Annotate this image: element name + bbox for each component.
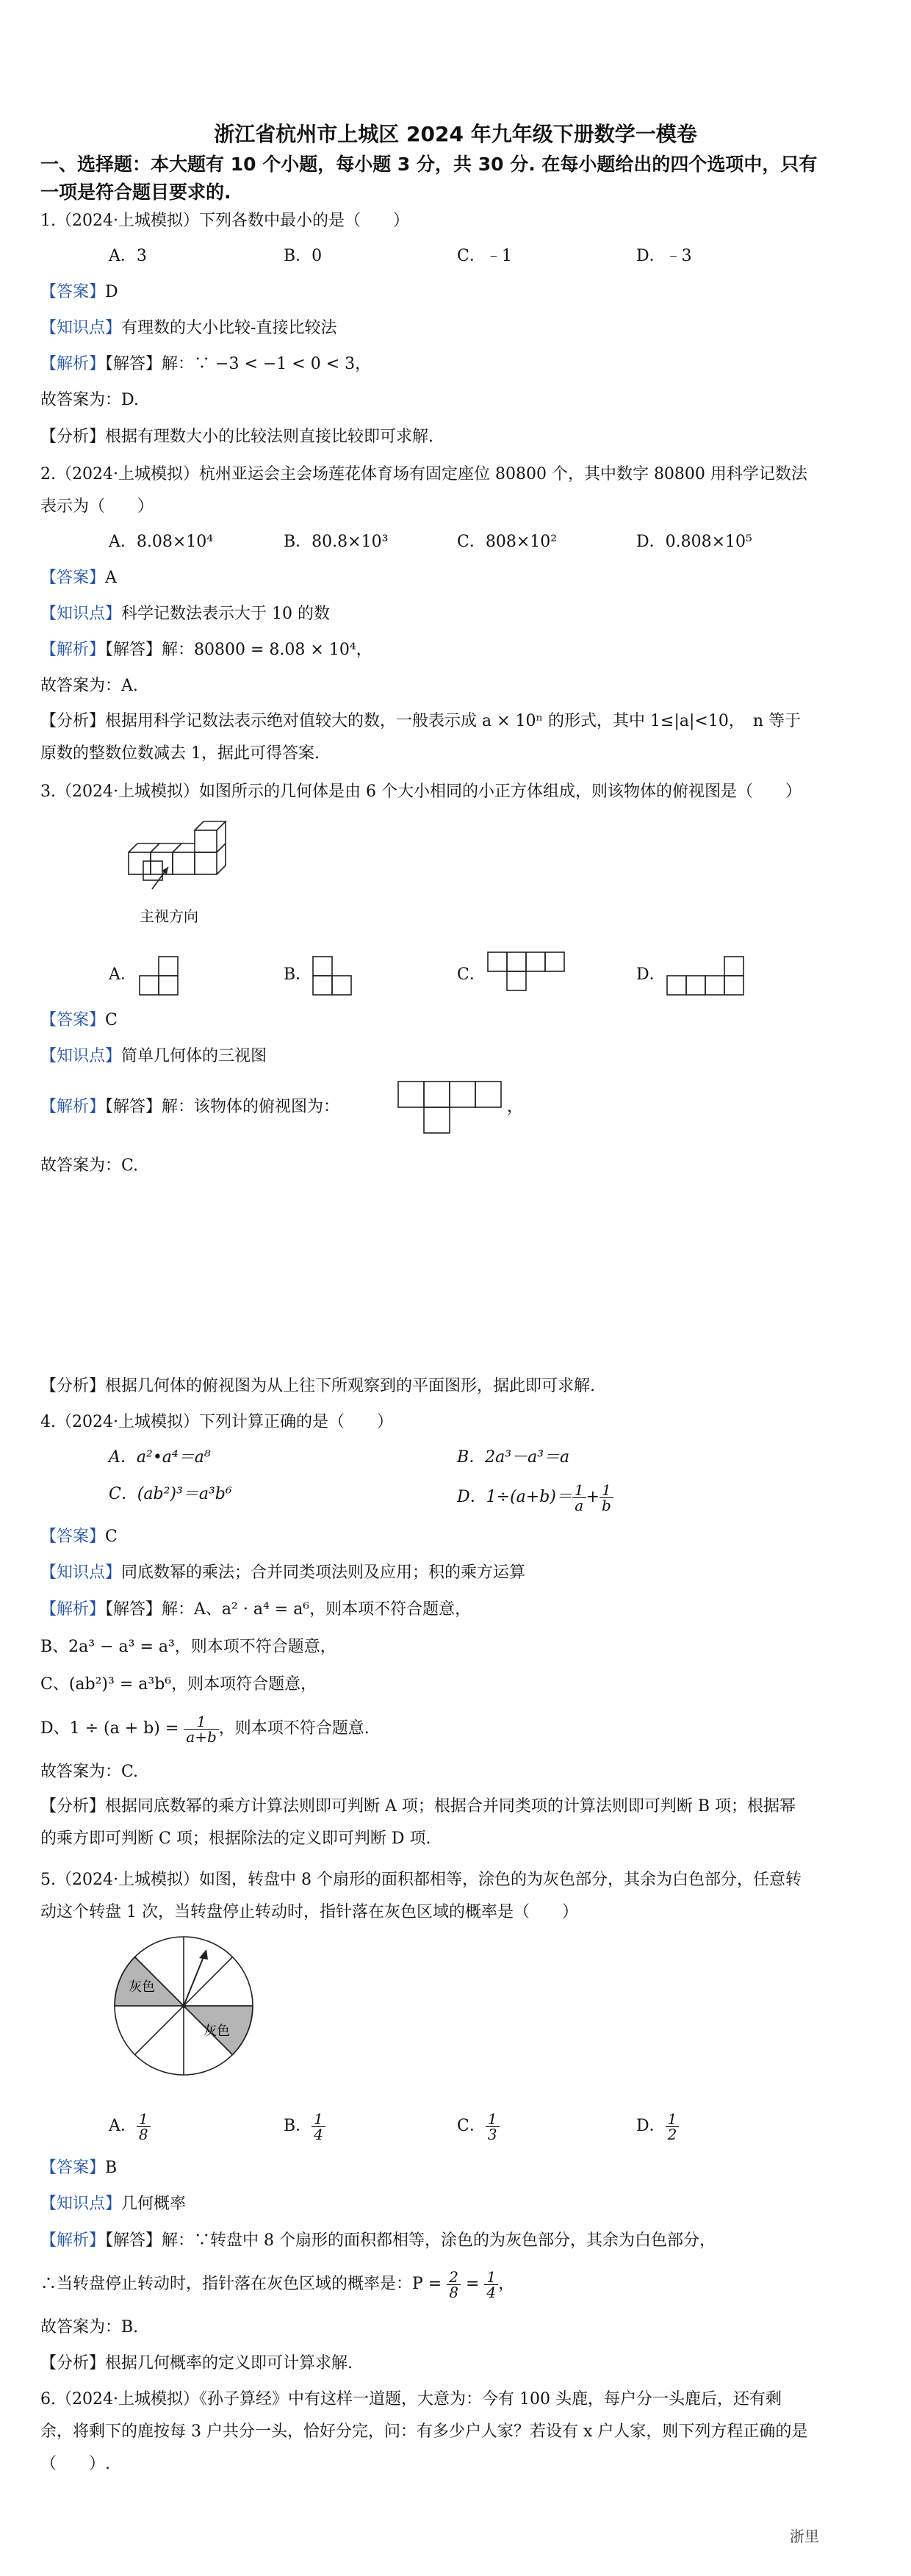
q4-line-d xyxy=(40,1710,370,1747)
q1-option-c: C．﹣1 xyxy=(457,247,512,265)
q2-analysis xyxy=(40,639,372,661)
q4-option-c: C．(ab²)³＝a³b⁶ xyxy=(109,1485,232,1503)
answer-tag: 【答案】 xyxy=(40,1528,106,1546)
knowledge-tag: 【知识点】 xyxy=(40,319,122,337)
q4-line-d-frac: $\frac{1}{a+b}$ xyxy=(184,1714,218,1744)
q5-sector-label-1: 灰色 xyxy=(129,1979,155,1995)
q2-option-b: B．80.8×10³ xyxy=(284,533,389,551)
analysis-tag: 【解析】 xyxy=(40,355,106,373)
explain-tag: 【解答】 xyxy=(105,355,162,373)
q4-option-d xyxy=(457,1481,613,1514)
q3-conclusion: 故答案为：C. xyxy=(40,1156,139,1175)
review-tag: 【分析】 xyxy=(40,428,106,446)
q5-analysis-text: 解：∵转盘中 8 个扇形的面积都相等，涂色的为灰色部分，其余为白色部分， xyxy=(162,2231,716,2250)
explain-tag: 【解答】 xyxy=(105,1098,162,1116)
q2-option-d: D．0.808×10⁵ xyxy=(636,533,752,551)
q5-knowledge-text: 几何概率 xyxy=(121,2195,187,2213)
review-tag: 【分析】 xyxy=(40,712,106,730)
q1-review xyxy=(40,426,433,448)
q4-review xyxy=(40,1791,808,1855)
q5-sector-label-2: 灰色 xyxy=(204,2023,230,2039)
answer-tag: 【答案】 xyxy=(40,2159,106,2177)
q2-review xyxy=(40,705,808,770)
q5-probability-line: ∴当转盘停止转动时，指针落在灰色区域的概率是：P = $\frac{2}{8}$ = $\frac{1}{4}$ ， xyxy=(40,2267,515,2301)
analysis-tag: 【解析】 xyxy=(40,2231,106,2250)
q5-stem: 5.（2024·上城模拟）如图，转盘中 8 个扇形的面积都相等，涂色的为灰色部分，其余为白色部分，任意转动这个转盘 1 次，当转盘停止转动时，指针落在灰色区域的概率是（ ） xyxy=(40,1871,802,1921)
q5-spinner-figure xyxy=(107,1929,261,2083)
q2-review-text: 根据用科学记数法表示绝对值较大的数，一般表示成 a × 10ⁿ 的形式，其中 1≤|a|<10， n 等于原数的整数位数减去 1，据此可得答案. xyxy=(40,712,802,763)
q3-answer-value: C xyxy=(105,1011,118,1029)
answer-tag: 【答案】 xyxy=(40,569,106,587)
q2-knowledge-text: 科学记数法表示大于 10 的数 xyxy=(121,605,330,623)
page-footer: 浙里 xyxy=(790,2528,819,2545)
q4-option-d-plus: + xyxy=(586,1488,600,1506)
q1-stem: 1.（2024·上城模拟）下列各数中最小的是（ ） xyxy=(40,212,409,230)
q3-answer xyxy=(40,1010,118,1032)
analysis-tag: 【解析】 xyxy=(40,1600,106,1619)
exam-title: 浙江省杭州市上城区 2024 年九年级下册数学一模卷 xyxy=(214,122,697,146)
q3-stem: 3.（2024·上城模拟）如图所示的几何体是由 6 个大小相同的小正方体组成，则该物体的俯视图是（ ） xyxy=(40,782,802,801)
review-tag: 【分析】 xyxy=(40,1797,106,1816)
q5-review xyxy=(40,2353,353,2375)
q3-analysis-tail: ， xyxy=(507,1098,524,1116)
q3-option-b: B． xyxy=(284,965,312,984)
q4-conclusion: 故答案为：C. xyxy=(40,1763,139,1781)
q5-knowledge xyxy=(40,2193,186,2215)
answer-tag: 【答案】 xyxy=(40,1011,106,1029)
knowledge-tag: 【知识点】 xyxy=(40,605,122,623)
q4-knowledge xyxy=(40,1562,525,1584)
q4-analysis xyxy=(40,1599,471,1621)
q1-conclusion: 故答案为：D. xyxy=(40,391,139,409)
review-tag: 【分析】 xyxy=(40,2354,106,2372)
q1-analysis-text: 解：∵ −3 < −1 < 0 < 3， xyxy=(162,355,372,373)
q1-knowledge xyxy=(40,317,336,339)
q3-option-b-figure xyxy=(310,955,354,996)
explain-tag: 【解答】 xyxy=(105,2231,162,2250)
q3-review-text: 根据几何体的俯视图为从上往下所观察到的平面图形，据此即可求解. xyxy=(105,1377,596,1395)
explain-tag: 【解答】 xyxy=(105,1600,162,1619)
q4-option-d-text: D．1÷(a+b)＝ xyxy=(457,1488,572,1506)
section-heading: 一、选择题：本大题有 10 个小题，每小题 3 分，共 30 分. 在每小题给出的四个选项中，只有一项是符合题目要求的. xyxy=(40,154,818,203)
q5-analysis xyxy=(40,2230,716,2252)
q3-knowledge xyxy=(40,1046,267,1068)
q6-stem: 6.（2024·上城模拟）《孙子算经》中有这样一道题，大意为：今有 100 头鹿，每户分一头鹿后，还有剩余，将剩下的鹿按每 3 户共分一头，恰好分完，问：有多少户人家？若设有 x 户人家，则下列方程正确的是（ ）. xyxy=(40,2390,808,2473)
q4-line-d-post: ，则本项不符合题意. xyxy=(218,1719,370,1738)
q4-line-c: C、(ab²)³ = a³b⁶，则本项符合题意， xyxy=(40,1675,317,1694)
q4-option-a: A．a²•a⁴＝a⁸ xyxy=(109,1448,211,1467)
answer-tag: 【答案】 xyxy=(40,283,106,301)
q3-figure-caption: 主视方向 xyxy=(140,907,198,925)
explain-tag: 【解答】 xyxy=(105,641,162,659)
q1-answer xyxy=(40,281,118,303)
q4-review-text: 根据同底数幂的乘方计算法则即可判断 A 项；根据合并同类项的计算法则即可判断 B 项；根据幂的乘方即可判断 C 项；根据除法的定义即可判断 D 项. xyxy=(40,1797,796,1848)
q4-stem: 4.（2024·上城模拟）下列计算正确的是（ ） xyxy=(40,1413,393,1431)
q3-option-c-figure xyxy=(485,951,566,993)
q1-option-b: B．0 xyxy=(284,247,323,265)
q5-option-a: A． $\frac{1}{8}$ xyxy=(109,2109,151,2144)
q4-answer xyxy=(40,1526,118,1548)
q2-answer xyxy=(40,567,117,589)
q2-option-c: C．808×10² xyxy=(457,533,558,551)
q2-answer-value: A xyxy=(105,569,117,587)
q2-option-a: A．8.08×10⁴ xyxy=(109,533,214,551)
q3-solid-figure xyxy=(121,816,253,893)
knowledge-tag: 【知识点】 xyxy=(40,2195,122,2213)
q1-answer-value: D xyxy=(105,283,118,301)
review-tag: 【分析】 xyxy=(40,1377,106,1395)
q5-answer-value: B xyxy=(105,2159,118,2177)
q1-analysis xyxy=(40,353,371,375)
q3-option-c: C． xyxy=(457,965,486,984)
q1-knowledge-text: 有理数的大小比较-直接比较法 xyxy=(121,319,337,337)
q5-review-text: 根据几何概率的定义即可计算求解. xyxy=(105,2354,353,2372)
q2-stem: 2.（2024·上城模拟）杭州亚运会主会场莲花体育场有固定座位 80800 个，其中数字 80800 用科学记数法表示为（ ） xyxy=(40,465,807,516)
knowledge-tag: 【知识点】 xyxy=(40,1564,122,1582)
q5-option-c: C． $\frac{1}{3}$ xyxy=(457,2109,500,2144)
q3-option-a: A． xyxy=(109,965,137,984)
q3-review xyxy=(40,1375,595,1397)
q5-option-b: B． $\frac{1}{4}$ xyxy=(284,2109,325,2144)
q2-analysis-text: 解：80800 = 8.08 × 10⁴， xyxy=(162,641,372,659)
q4-option-d-frac-a: $\frac{1}{a}$ xyxy=(572,1483,586,1513)
q5-conclusion: 故答案为：B. xyxy=(40,2318,139,2336)
q4-line-b: B、2a³ − a³ = a³，则本项不符合题意， xyxy=(40,1638,336,1656)
q4-answer-value: C xyxy=(105,1528,118,1546)
q2-conclusion: 故答案为：A. xyxy=(40,677,138,695)
q3-option-a-figure xyxy=(137,955,181,996)
q4-knowledge-text: 同底数幂的乘法；合并同类项法则及应用；积的乘方运算 xyxy=(121,1564,526,1582)
analysis-tag: 【解析】 xyxy=(40,1098,106,1116)
knowledge-tag: 【知识点】 xyxy=(40,1047,122,1065)
q3-analysis xyxy=(40,1096,339,1118)
q1-option-a: A．3 xyxy=(109,247,147,265)
q3-option-d-figure xyxy=(664,955,746,996)
q3-knowledge-text: 简单几何体的三视图 xyxy=(121,1047,267,1065)
q3-option-d: D． xyxy=(636,965,666,984)
q1-review-text: 根据有理数大小的比较法则直接比较即可求解. xyxy=(105,428,434,446)
q5-option-d: D． $\frac{1}{2}$ xyxy=(636,2109,679,2144)
q4-line-d-pre: D、1 ÷ (a + b) = xyxy=(40,1719,179,1738)
q1-option-d: D．﹣3 xyxy=(636,247,692,265)
q2-knowledge xyxy=(40,603,330,625)
pointer-arrow-icon xyxy=(184,1955,204,2006)
q4-analysis-text: 解：A、a² · a⁴ = a⁶，则本项不符合题意， xyxy=(162,1600,472,1619)
q4-option-b: B．2a³－a³＝a xyxy=(457,1448,570,1467)
q3-analysis-text: 解：该物体的俯视图为： xyxy=(162,1098,340,1116)
analysis-tag: 【解析】 xyxy=(40,641,106,659)
q3-solution-figure xyxy=(395,1079,504,1134)
q5-answer xyxy=(40,2157,117,2179)
q4-option-d-frac-b: $\frac{1}{b}$ xyxy=(599,1483,613,1513)
